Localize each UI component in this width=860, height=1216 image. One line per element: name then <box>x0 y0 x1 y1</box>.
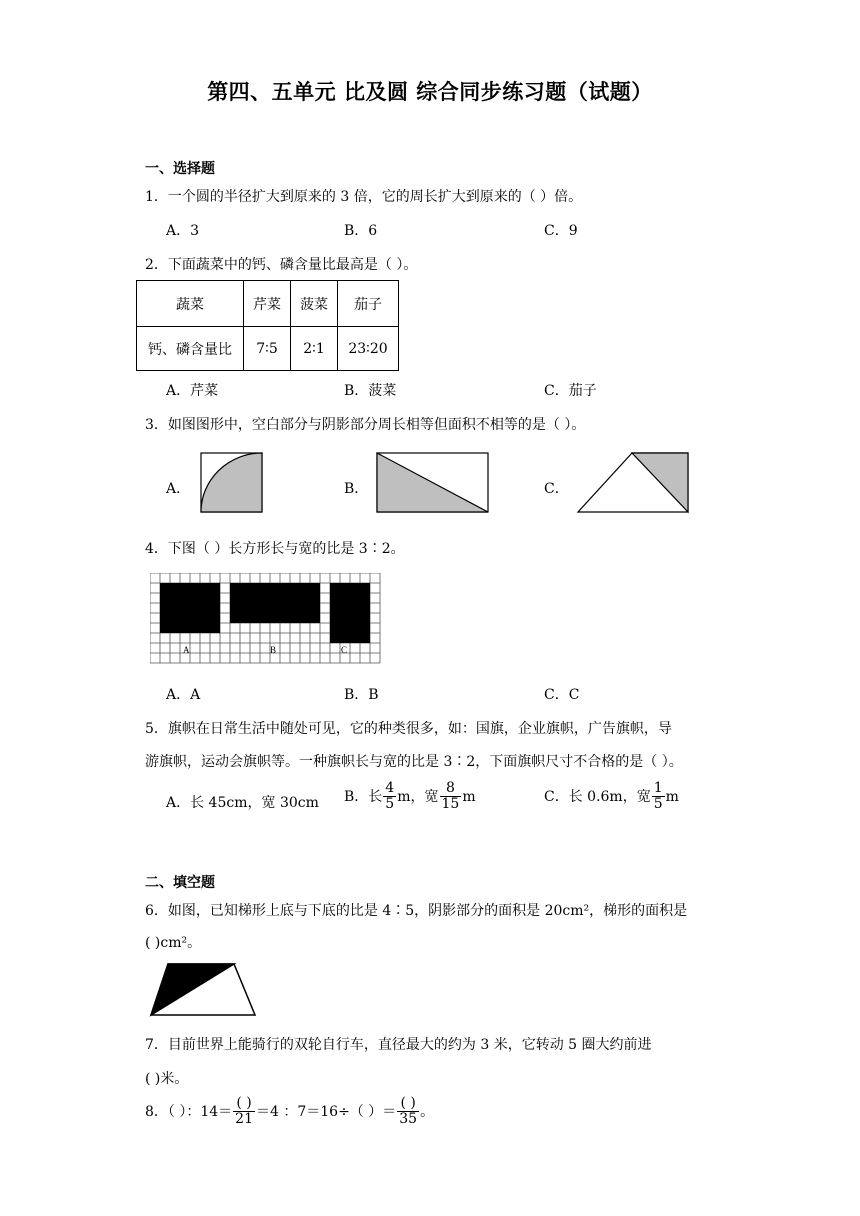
question-1: 1．一个圆的半径扩大到原来的 3 倍，它的周长扩大到原来的（ ）倍。 <box>145 189 583 205</box>
table-cell: 钙、磷含量比 <box>137 327 244 371</box>
grid-label-c: C <box>341 645 348 655</box>
trapezoid-figure <box>148 962 258 1018</box>
table-cell: 7∶5 <box>244 327 291 371</box>
question-4: 4．下图（ ）长方形长与宽的比是 3∶2。 <box>145 541 405 557</box>
q5-option-b <box>344 781 476 813</box>
fraction: $\frac{4}{5}$ <box>385 780 395 813</box>
table-cell: 2∶1 <box>291 327 338 371</box>
fraction: $\frac{8}{15}$ <box>441 780 460 813</box>
q2-option-c: C．茄子 <box>544 383 597 399</box>
question-5-line-2: 游旗帜，运动会旗帜等。一种旗帜长与宽的比是 3∶2，下面旗帜尺寸不合格的是（ ）。 <box>145 754 683 770</box>
q2-option-b: B．菠菜 <box>344 383 397 399</box>
triangle-figure <box>576 452 690 514</box>
q8-part-2: ＝4 ：7＝16÷（ ）＝ <box>256 1103 397 1120</box>
question-3: 3．如图图形中，空白部分与阴影部分周长相等但面积不相等的是（ ）。 <box>145 417 586 433</box>
quarter-circle-figure <box>200 452 264 514</box>
q1-option-c: C．9 <box>544 223 578 239</box>
question-7-line-2: ( )米。 <box>145 1071 189 1087</box>
question-7-line-1: 7．目前世界上能骑行的双轮自行车，直径最大的约为 3 米，它转动 5 圈大约前进 <box>145 1037 652 1053</box>
q5-option-c <box>544 781 679 813</box>
q5-option-c-prefix: C．长 0.6m，宽 <box>544 788 651 805</box>
q4-option-b: B．B <box>344 687 379 703</box>
table-header-cell: 蔬菜 <box>137 281 244 327</box>
section-fill-heading: 二、填空题 <box>145 875 215 891</box>
table-header-cell: 茄子 <box>338 281 399 327</box>
q5-option-b-prefix: B．长 <box>344 788 383 805</box>
page-title: 第四、五单元 比及圆 综合同步练习题（试题） <box>207 80 653 104</box>
grid-label-a: A <box>183 645 190 655</box>
diagonal-rectangle-figure <box>376 452 490 514</box>
q5-option-c-suffix: m <box>665 788 679 805</box>
question-2: 2．下面蔬菜中的钙、磷含量比最高是（ ）。 <box>145 257 418 273</box>
q3-option-a: A． <box>166 481 191 497</box>
table-header-cell: 芹菜 <box>244 281 291 327</box>
q3-option-c: C． <box>544 481 569 497</box>
q4-option-c: C．C <box>544 687 580 703</box>
q3-option-b: B． <box>344 481 369 497</box>
q2-option-a: A．芹菜 <box>166 383 219 399</box>
q4-option-a: A．A <box>166 687 201 703</box>
section-choice-heading: 一、选择题 <box>145 161 215 177</box>
grid-label-b: B <box>270 645 277 655</box>
table-cell: 23∶20 <box>338 327 399 371</box>
fraction: $\frac{( )}{35}$ <box>399 1095 418 1128</box>
question-6-line-1: 6．如图，已知梯形上底与下底的比是 4∶5，阴影部分的面积是 20cm²，梯形的面积是 <box>145 903 688 919</box>
vegetable-table <box>136 280 399 371</box>
q8-part-1: 8．（ ）：14＝ <box>145 1103 233 1120</box>
q1-option-b: B．6 <box>344 223 378 239</box>
question-8 <box>145 1096 434 1128</box>
q5-option-b-suffix: m <box>462 788 476 805</box>
table-header-cell: 菠菜 <box>291 281 338 327</box>
q5-option-a: A．长 45cm，宽 30cm <box>166 795 319 811</box>
question-6-line-2: ( )cm²。 <box>145 935 202 951</box>
fraction: $\frac{1}{5}$ <box>653 780 663 813</box>
question-5-line-1: 5．旗帜在日常生活中随处可见，它的种类很多，如：国旗，企业旗帜，广告旗帜，导 <box>145 721 672 737</box>
q5-option-b-mid: m，宽 <box>397 788 439 805</box>
grid-rectangles-figure <box>150 573 382 665</box>
fraction: $\frac{( )}{21}$ <box>235 1095 253 1128</box>
q1-option-a: A．3 <box>166 223 200 239</box>
q8-part-3: 。 <box>420 1103 435 1120</box>
